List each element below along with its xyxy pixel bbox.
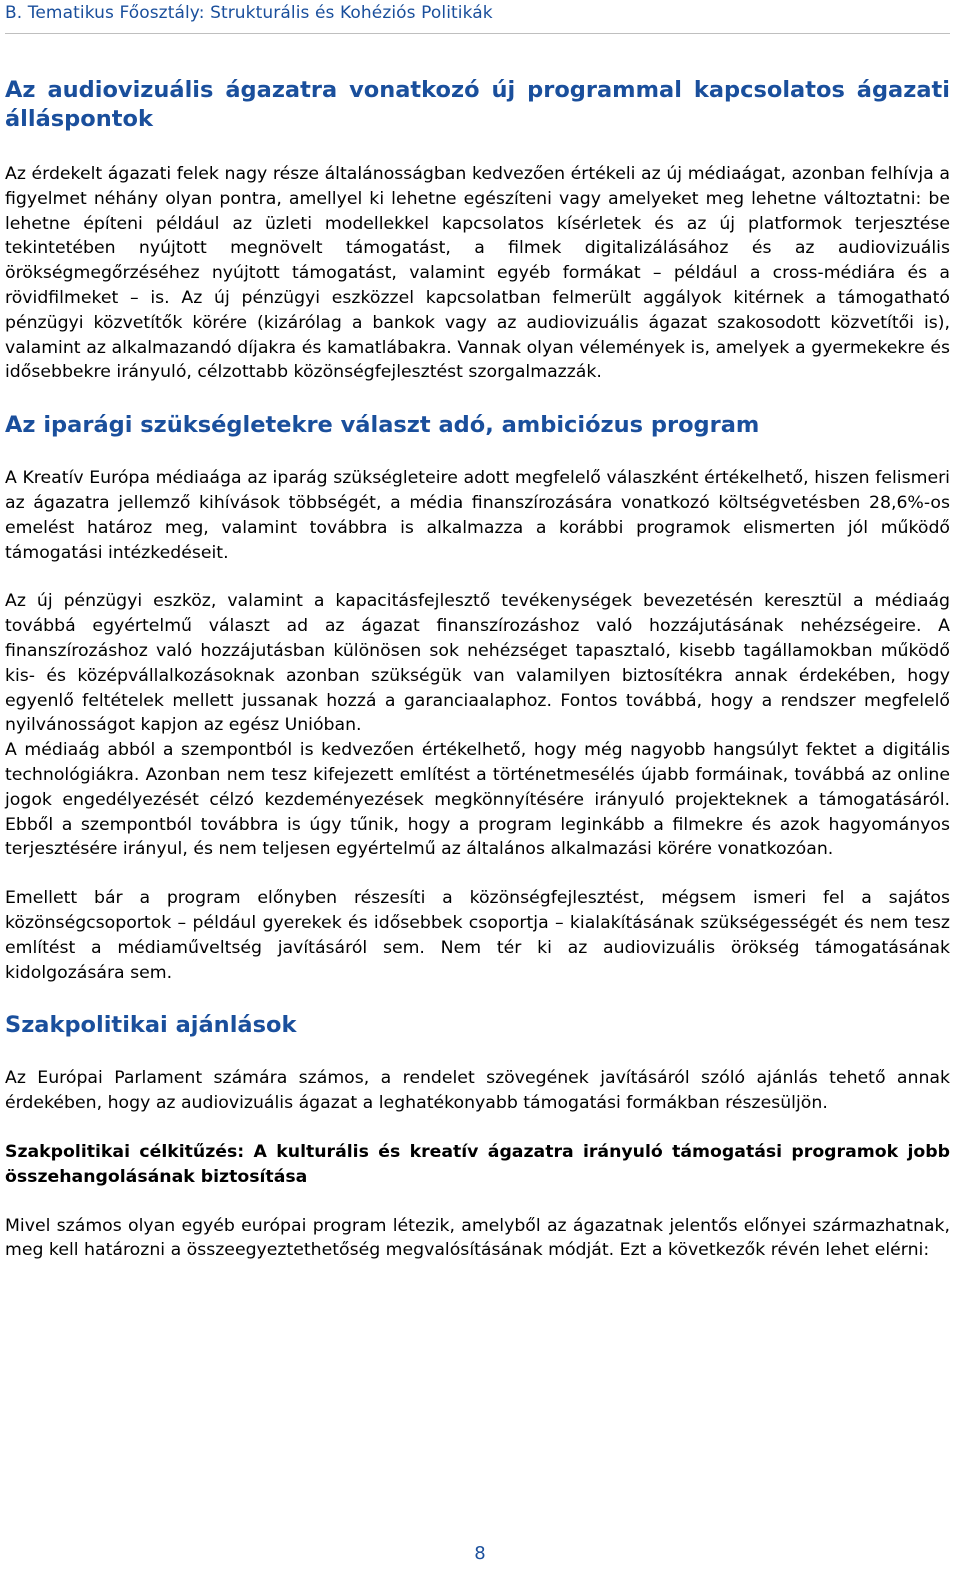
section-heading-audiovisual-positions: Az audiovizuális ágazatra vonatkozó új programmal kapcsolatos ágazati álláspontok: [5, 77, 950, 132]
paragraph: Az új pénzügyi eszköz, valamint a kapacitásfejlesztő tevékenységek bevezetésén keresztül a médiaág továbbá egyértelmű választ ad az ágazat finanszírozáshoz való hozzájutásának nehézségeire. A finanszírozáshoz való hozzájutásban különösen sok nehézséget tapasztaló, kisebb tagállamokban működő kis- és középvállalkozásoknak azonban szükségük van valamilyen biztosítékra annak érdekében, hogy egyenlő feltételek mellett jussanak hozzá a garanciaalaphoz. Fontos továbbá, hogy a rendszer megfelelő nyilvánosságot kapjon az egész Unióban.: [5, 591, 950, 736]
page-content: [5, 76, 950, 1263]
section-heading-ambitious-program: Az iparági szükségletekre választ adó, ambiciózus program: [5, 412, 760, 439]
paragraph: Emellett bár a program előnyben részesíti a közönségfejlesztést, mégsem ismeri fel a sajátos közönségcsoportok – például gyerekek és idősebbek csoportja – kialakításának szükségességét és nem tesz említést a médiaműveltség javításáról sem. Nem tér ki az audiovizuális örökség támogatásának kidolgozására sem.: [5, 888, 950, 983]
paragraph: A Kreatív Európa médiaága az iparág szükségleteire adott megfelelő válaszként értékelhető, hiszen felismeri az ágazatra jellemző kihívások többségét, a média finanszírozására vonatkozó költségvetésben 28,6%-os emelést határoz meg, valamint továbbra is alkalmazza a korábbi programok elismerten jól működő támogatási intézkedéseit.: [5, 468, 950, 563]
paragraph: Az Európai Parlament számára számos, a rendelet szövegének javításáról szóló ajánlás tehető annak érdekében, hogy az audiovizuális ágazat a leghatékonyabb támogatási formákban részesüljön.: [5, 1068, 950, 1114]
paragraph: Az érdekelt ágazati felek nagy része általánosságban kedvezően értékeli az új médiaágat, azonban felhívja a figyelmet néhány olyan pontra, amellyel ki lehetne egészíteni vagy amelyeket meg lehetne változtatni: be lehetne építeni például az üzleti modellekkel kapcsolatos kísérletek és az új platformok terjesztése tekintetében nyújtott megnövelt támogatást, a filmek digitalizálásához és az audiovizuális örökségmegőrzéséhez nyújtott támogatást, valamint egyéb formákat – például a cross-médiára és a rövidfilmeket – is. Az új pénzügyi eszközzel kapcsolatban felmerült aggályok kitérnek a támogatható pénzügyi közvetítők körére (kizárólag a bankok vagy az audiovizuális ágazat szakosodott közvetítői is), valamint az alkalmazandó díjakra és kamatlábakra. Vannak olyan vélemények is, amelyek a gyermekekre és idősebbekre irányuló, célzottabb közönségfejlesztést szorgalmazzák.: [5, 164, 950, 383]
page-number: 8: [474, 1543, 486, 1564]
paragraph: Mivel számos olyan egyéb európai program létezik, amelyből az ágazatnak jelentős előnyei származhatnak, meg kell határozni a összeegyeztethetőség megvalósításának módját. Ezt a következők révén lehet elérni:: [5, 1215, 950, 1261]
section-heading-policy-recommendations: Szakpolitikai ajánlások: [5, 1012, 297, 1039]
running-header: B. Tematikus Főosztály: Strukturális és Kohéziós Politikák: [5, 3, 493, 23]
paragraph: A médiaág abból a szempontból is kedvezően értékelhető, hogy még nagyobb hangsúlyt fektet a digitális technológiákra. Azonban nem tesz kifejezett említést a történetmesélés újabb formáinak, továbbá az online jogok engedélyezését célzó kezdeményezések megkönnyítésére irányuló projekteknek a támogatásáról. Ebből a szempontból továbbra is úgy tűnik, hogy a program leginkább a filmekre és azok hagyományos terjesztésére irányul, és nem teljesen egyértelmű az általános alkalmazási körére vonatkozóan.: [5, 740, 950, 860]
policy-objective-subheading: Szakpolitikai célkitűzés: A kulturális és kreatív ágazatra irányuló támogatási programok jobb összehangolásának biztosítása: [5, 1141, 950, 1187]
header-divider: [5, 33, 950, 34]
